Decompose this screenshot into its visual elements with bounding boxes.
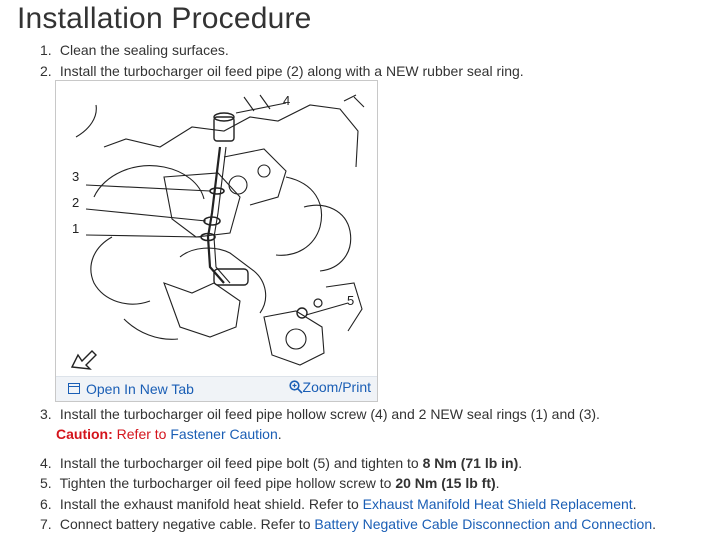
caution-label: Caution:	[56, 426, 113, 442]
callout-1: 1	[72, 221, 80, 236]
step-text: Connect battery negative cable. Refer to	[59, 516, 315, 532]
step-4	[40, 454, 522, 472]
step-5	[40, 474, 500, 492]
step-3	[40, 405, 600, 423]
new-tab-icon	[68, 383, 80, 394]
step-7	[40, 515, 656, 533]
callout-5: 5	[347, 293, 355, 308]
step-period: .	[518, 455, 523, 471]
open-in-new-tab-link[interactable]	[68, 381, 194, 397]
open-tab-label: Open In New Tab	[86, 381, 194, 397]
turbocharger-oil-feed-pipe-illustration	[64, 87, 370, 372]
caution-note	[56, 425, 282, 443]
step-number: 4.	[40, 455, 52, 471]
page-title: Installation Procedure	[17, 2, 312, 35]
step-text: Tighten the turbocharger oil feed pipe hollow screw to	[59, 475, 396, 491]
step-6	[40, 495, 637, 513]
step-number: 5.	[40, 475, 52, 491]
step-text: Clean the sealing surfaces.	[59, 42, 229, 58]
step-text: Install the exhaust manifold heat shield. Refer to	[59, 496, 363, 512]
callout-3: 3	[72, 169, 80, 184]
step-number: 2.	[40, 63, 52, 79]
step-period: .	[652, 516, 657, 532]
caution-period: .	[277, 426, 282, 442]
zoom-print-link[interactable]	[289, 379, 371, 395]
battery-cable-link[interactable]: Battery Negative Cable Disconnection and Connection	[314, 516, 653, 532]
caution-refer-text: Refer to	[116, 426, 167, 442]
torque-spec: 8 Nm (71 lb in)	[422, 455, 519, 471]
installation-figure	[55, 80, 378, 402]
magnifier-icon	[289, 380, 303, 394]
callout-2: 2	[72, 195, 80, 210]
step-1	[40, 41, 229, 59]
step-number: 1.	[40, 42, 52, 58]
step-text: Install the turbocharger oil feed pipe hollow screw (4) and 2 NEW seal rings (1) and (3).	[59, 406, 600, 422]
step-2	[40, 62, 524, 80]
torque-spec: 20 Nm (15 lb ft)	[395, 475, 496, 491]
step-number: 7.	[40, 516, 52, 532]
step-text: Install the turbocharger oil feed pipe bolt (5) and tighten to	[59, 455, 423, 471]
step-number: 6.	[40, 496, 52, 512]
zoom-print-label: Zoom/Print	[302, 379, 371, 395]
step-text: Install the turbocharger oil feed pipe (2) along with a NEW rubber seal ring.	[59, 63, 524, 79]
step-period: .	[495, 475, 500, 491]
step-number: 3.	[40, 406, 52, 422]
fastener-caution-link[interactable]: Fastener Caution	[170, 426, 278, 442]
figure-toolbar	[56, 376, 377, 401]
callout-4: 4	[283, 93, 291, 108]
step-period: .	[632, 496, 637, 512]
heat-shield-replacement-link[interactable]: Exhaust Manifold Heat Shield Replacement	[362, 496, 633, 512]
